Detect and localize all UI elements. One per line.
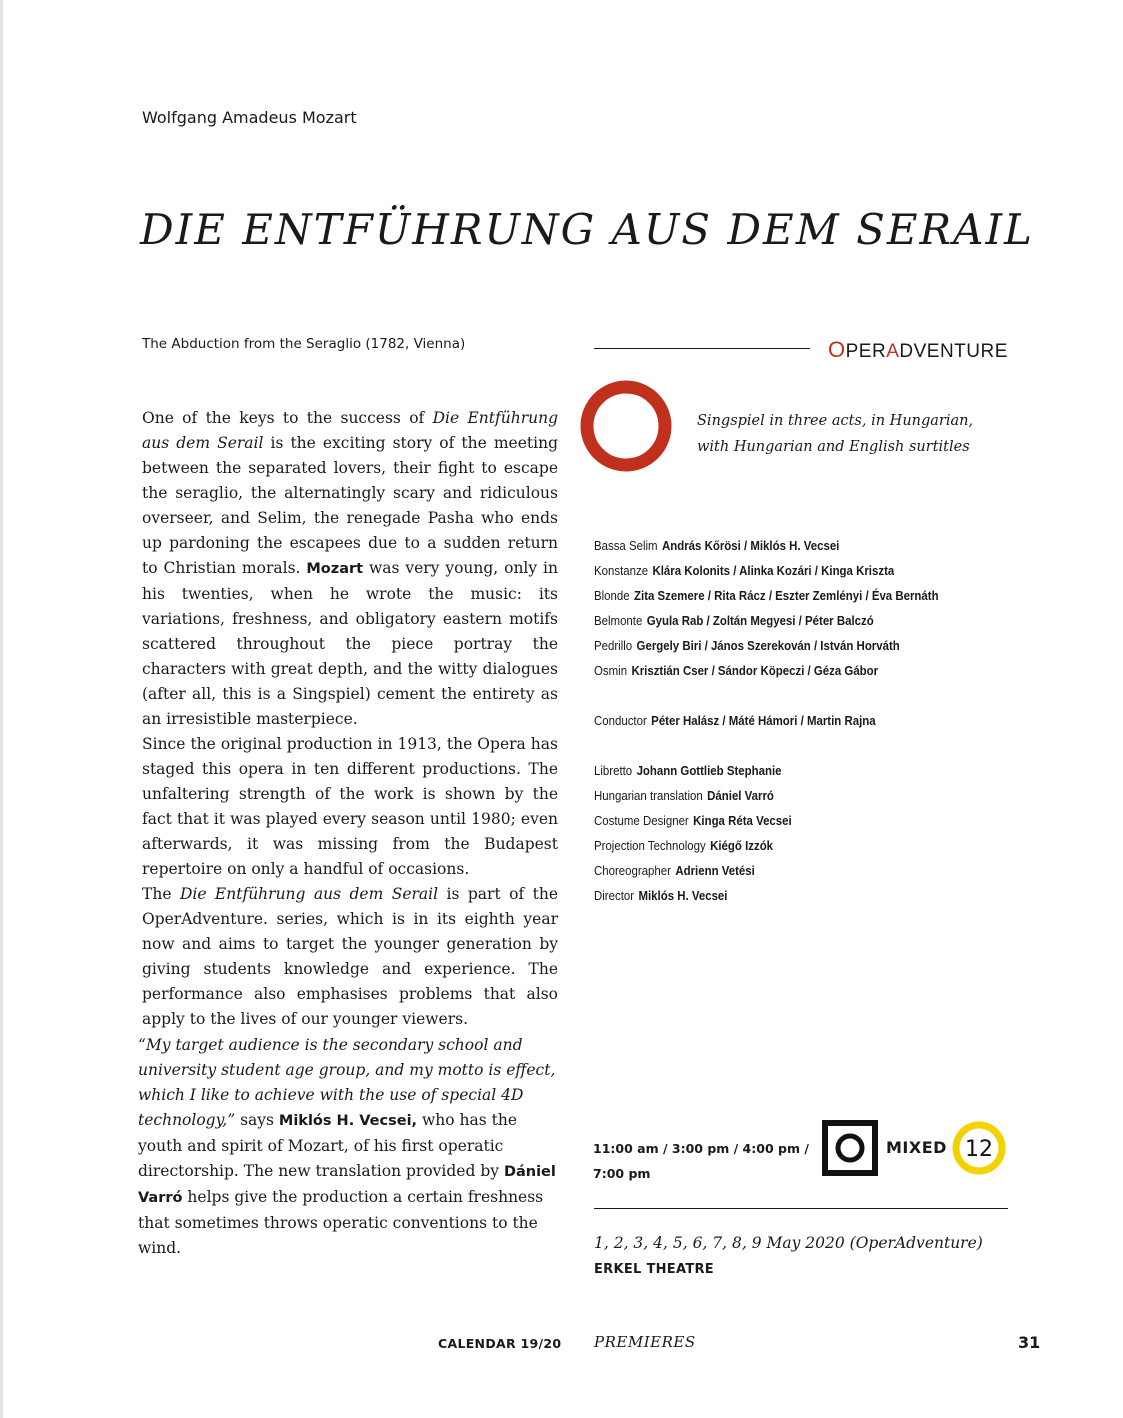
article-body xyxy=(142,406,558,1032)
mixed-audience-square-icon xyxy=(822,1120,878,1176)
text-run: One of the keys to the success of xyxy=(142,409,433,427)
credit-names: Dániel Varró xyxy=(707,788,774,803)
genre-description xyxy=(697,408,997,460)
cast-row xyxy=(594,583,972,608)
credit-names: Klára Kolonits / Alinka Kozári / Kinga Kriszta xyxy=(652,563,895,578)
body-paragraph xyxy=(142,406,558,732)
logo-a: A xyxy=(886,341,900,362)
genre-line: with Hungarian and English surtitles xyxy=(697,439,970,455)
credit-names: Krisztián Cser / Sándor Köpeczi / Géza Gábor xyxy=(631,663,879,678)
credit-names: Kiégő Izzók xyxy=(710,838,774,853)
crew-row xyxy=(594,833,972,858)
credit-role: Choreographer xyxy=(594,863,671,878)
cast-row xyxy=(594,658,972,683)
credit-role: Conductor xyxy=(594,713,647,728)
composer-name: Wolfgang Amadeus Mozart xyxy=(142,108,357,127)
text-run: says xyxy=(235,1111,279,1129)
credits-list xyxy=(594,533,1024,908)
emphasis-name: Dániel Varró xyxy=(138,1164,556,1206)
times-line: 7:00 pm xyxy=(593,1166,651,1181)
spacer xyxy=(594,683,1024,708)
text-run: The xyxy=(142,885,180,903)
credit-role: Costume Designer xyxy=(594,813,689,828)
credit-names: Zita Szemere / Rita Rácz / Eszter Zemlényi / Éva Bernáth xyxy=(634,588,939,603)
credit-role: Director xyxy=(594,888,635,903)
credit-names: Gyula Rab / Zoltán Megyesi / Péter Balczó xyxy=(646,613,874,628)
logo-o: O xyxy=(828,337,846,362)
credit-names: Gergely Biri / János Szerekován / István Horváth xyxy=(636,638,900,653)
credit-role: Blonde xyxy=(594,588,630,603)
crew-row xyxy=(594,783,972,808)
credit-role: Projection Technology xyxy=(594,838,706,853)
spacer xyxy=(594,733,1024,758)
credit-role: Hungarian translation xyxy=(594,788,703,803)
credit-role: Belmonte xyxy=(594,613,643,628)
body-paragraph xyxy=(142,732,558,882)
opera-title: DIE ENTFÜHRUNG AUS DEM SERAIL xyxy=(140,205,1034,254)
credit-names: András Kőrösi / Miklós H. Vecsei xyxy=(661,538,840,553)
text-run: is part of the OperAdventure. series, which is in its eighth year now and aims to target the younger generation by giving students knowledge and experience. The performance also emphasises problems that also apply to the lives of our younger viewers. xyxy=(142,885,559,1028)
performance-times xyxy=(593,1136,813,1186)
opera-subtitle: The Abduction from the Seraglio (1782, Vienna) xyxy=(142,336,466,352)
age-rating-number: 12 xyxy=(965,1137,993,1162)
text-run: was very young, only in his twenties, when he wrote the music: its variations, freshness, and obligatory eastern motifs scattered throughout the piece portray the characters with great depth, and the witty dialogues (after all, this is a Singspiel) cement the entirety as an irresistible masterpiece. xyxy=(142,559,558,728)
operadventure-ring-icon xyxy=(580,380,672,472)
venue-name: ERKEL THEATRE xyxy=(594,1262,714,1277)
crew-row xyxy=(594,808,972,833)
operadventure-logo xyxy=(828,337,1008,363)
conductor-row xyxy=(594,708,972,733)
cast-row xyxy=(594,633,972,658)
italic-text: “My target audience is the secondary school and university student age group, and my motto is effect, which I like to achieve with the use of special 4D technology,” xyxy=(138,1036,556,1129)
cast-row xyxy=(594,558,972,583)
cast-row xyxy=(594,608,972,633)
text-run: is the exciting story of the meeting between the separated lovers, their fight to escape the seraglio, the alternatingly scary and ridiculous overseer, and Selim, the renegade Pasha who ends up pardoning the escapees due to a sudden return to Christian morals. xyxy=(142,434,558,577)
emphasis-name: Miklós H. Vecsei, xyxy=(278,1113,418,1129)
performance-dates: 1, 2, 3, 4, 5, 6, 7, 8, 9 May 2020 (OperAdventure) xyxy=(594,1234,983,1252)
mixed-label: MIXED xyxy=(886,1138,947,1157)
genre-line: Singspiel in three acts, in Hungarian, xyxy=(697,413,974,429)
crew-row xyxy=(594,758,972,783)
credit-role: Pedrillo xyxy=(594,638,633,653)
page-number: 31 xyxy=(1018,1333,1041,1352)
age-rating-badge xyxy=(952,1121,1006,1175)
italic-text: Die Entführung aus dem Serail xyxy=(179,885,439,903)
text-run: helps give the production a certain freshness that sometimes throws operatic conventions to the wind. xyxy=(138,1188,544,1257)
footer-calendar: CALENDAR 19/20 xyxy=(438,1336,562,1351)
body-paragraph xyxy=(142,882,558,1032)
credit-role: Konstanze xyxy=(594,563,649,578)
credit-role: Libretto xyxy=(594,763,633,778)
text-run: Since the original production in 1913, the Opera has staged this opera in ten different productions. The unfaltering strength of the work is shown by the fact that it was played every season until 1980; even afterwards, it was missing from the Budapest repertoire on only a handful of occasions. xyxy=(142,735,558,878)
credit-names: Johann Gottlieb Stephanie xyxy=(636,763,782,778)
page-edge xyxy=(0,0,3,1418)
cast-row xyxy=(594,533,972,558)
crew-row xyxy=(594,883,972,908)
footer-section: PREMIERES xyxy=(594,1333,696,1351)
director-quote xyxy=(138,1033,558,1261)
credit-names: Adrienn Vetési xyxy=(675,863,755,878)
credit-names: Péter Halász / Máté Hámori / Martin Rajna xyxy=(651,713,876,728)
emphasis-name: Mozart xyxy=(306,561,364,577)
logo-per: PER xyxy=(845,341,887,362)
bottom-rule xyxy=(594,1208,1008,1209)
times-line: 11:00 am / 3:00 pm / 4:00 pm / xyxy=(593,1141,809,1156)
header-rule xyxy=(594,348,810,349)
crew-row xyxy=(594,858,972,883)
logo-rest: DVENTURE xyxy=(899,341,1008,362)
credit-role: Osmin xyxy=(594,663,628,678)
credit-names: Miklós H. Vecsei xyxy=(638,888,728,903)
italic-text: Die Entführung aus dem Serail xyxy=(142,409,559,452)
text-run: who has the youth and spirit of Mozart, of his first operatic directorship. The new translation provided by xyxy=(138,1111,517,1180)
credit-names: Kinga Réta Vecsei xyxy=(693,813,792,828)
credit-role: Bassa Selim xyxy=(594,538,658,553)
